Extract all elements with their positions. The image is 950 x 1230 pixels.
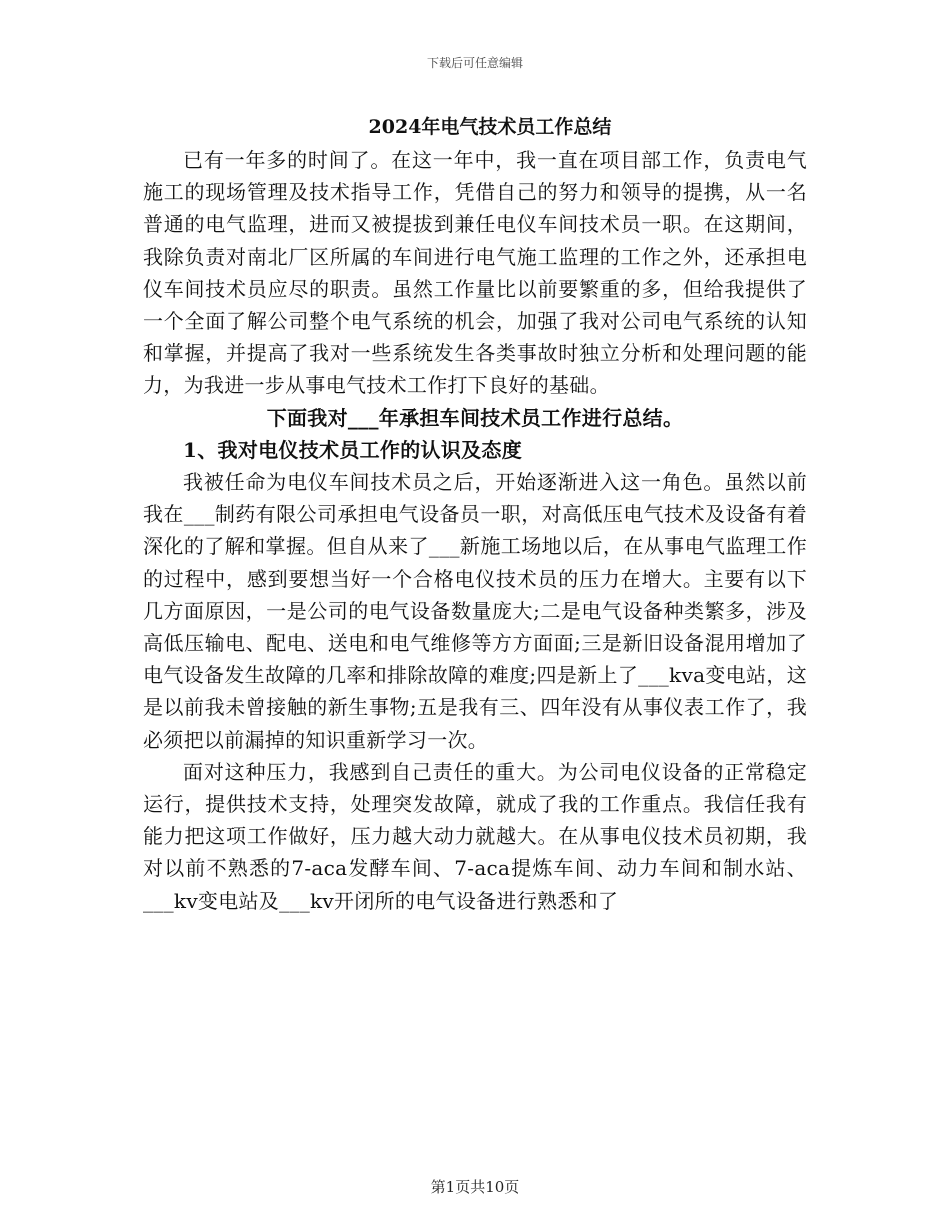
document-body [143,110,807,917]
intro-paragraph: 已有一年多的时间了。在这一年中，我一直在项目部工作，负责电气施工的现场管理及技术指导工作，凭借自己的努力和领导的提携，从一名普通的电气监理，进而又被提拔到兼任电仪车间技术员一职。在这期间，我除负责对南北厂区所属的车间进行电气施工监理的工作之外，还承担电仪车间技术员应尽的职责。虽然工作量比以前要繁重的多，但给我提供了一个全面了解公司整个电气系统的机会，加强了我对公司电气系统的认知和掌握，并提高了我对一些系统发生各类事故时独立分析和处理问题的能力，为我进一步从事电气技术工作打下良好的基础。 [143,148,807,398]
section-paragraph: 面对这种压力，我感到自己责任的重大。为公司电仪设备的正常稳定运行，提供技术支持，处理突发故障，就成了我的工作重点。我信任我有能力把这项工作做好，压力越大动力就越大。在从事电仪技术员初期，我对以前不熟悉的7-aca发酵车间、7-aca提炼车间、动力车间和制水站、___kv变电站及___kv开闭所的电气设备进行熟悉和了 [143,759,807,913]
header-note: 下载后可任意编辑 [426,56,523,70]
section-heading: 1、我对电仪技术员工作的认识及态度 [183,437,523,462]
document-title: 2024年电气技术员工作总结 [368,116,612,138]
page-footer: 第1页共10页 [430,1178,520,1196]
summary-heading: 下面我对___年承担车间技术员工作进行总结。 [266,405,684,430]
section-paragraph: 我被任命为电仪车间技术员之后，开始逐渐进入这一角色。虽然以前我在___制药有限公司承担电气设备员一职，对高低压电气技术及设备有着深化的了解和掌握。但自从来了___新施工场地以后，在从事电气监理工作的过程中，感到要想当好一个合格电仪技术员的压力在增大。主要有以下几方面原因，一是公司的电气设备数量庞大;二是电气设备种类繁多，涉及高低压输电、配电、送电和电气维修等方方面面;三是新旧设备混用增加了电气设备发生故障的几率和排除故障的难度;四是新上了___kva变电站，这是以前我未曾接触的新生事物;五是我有三、四年没有从事仪表工作了，我必须把以前漏掉的知识重新学习一次。 [143,470,807,752]
